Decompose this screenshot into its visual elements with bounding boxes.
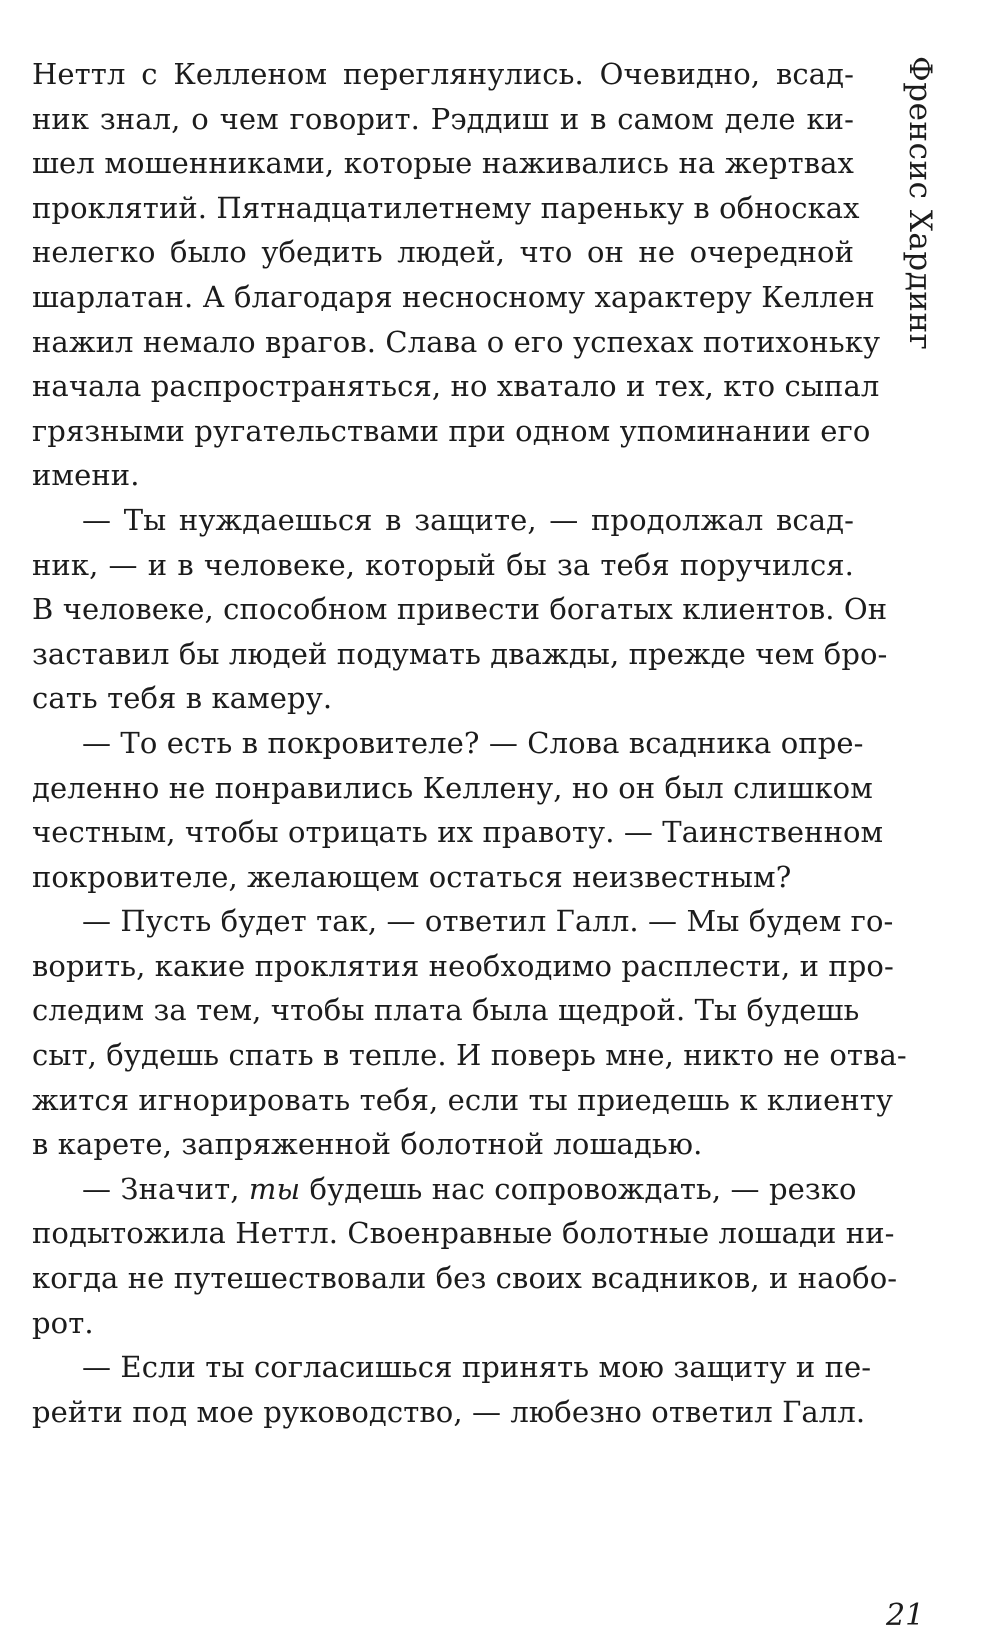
text-line: — Пусть будет так, — ответил Галл. — Мы будем го- bbox=[82, 904, 894, 939]
text-line: жится игнорировать тебя, если ты приедешь к клиенту bbox=[32, 1082, 894, 1117]
emphasized-word: ты bbox=[248, 1171, 301, 1206]
text-line: заставил бы людей подумать дважды, прежде чем бро- bbox=[32, 636, 888, 671]
text-line: В человеке, способном привести богатых клиентов. Он bbox=[32, 592, 888, 627]
running-head-author: Френсис Хардинг bbox=[902, 56, 938, 351]
text-line: имени. bbox=[32, 458, 140, 493]
text-line: ник, — и в человеке, который бы за тебя поручился. bbox=[32, 547, 854, 582]
text-line: нелегко было убедить людей, что он не очередной bbox=[32, 235, 854, 270]
text-line-with-emphasis bbox=[32, 1167, 857, 1212]
text-line: — Ты нуждаешься в защите, — продолжал всад- bbox=[82, 502, 854, 537]
text-line: проклятий. Пятнадцатилетнему пареньку в обносках bbox=[32, 190, 860, 225]
text-line: подытожила Неттл. Своенравные болотные лошади ни- bbox=[32, 1216, 895, 1251]
body-text bbox=[32, 52, 907, 1434]
text-line: следим за тем, чтобы плата была щедрой. Ты будешь bbox=[32, 993, 860, 1028]
text-line: шарлатан. А благодаря несносному характеру Келлен bbox=[32, 279, 875, 314]
text-line: рот. bbox=[32, 1305, 94, 1340]
page-number: 21 bbox=[886, 1598, 925, 1633]
text-line: шел мошенниками, которые наживались на жертвах bbox=[32, 146, 854, 181]
text-line: начала распространяться, но хватало и тех, кто сыпал bbox=[32, 369, 880, 404]
text-line: грязными ругательствами при одном упоминании его bbox=[32, 413, 871, 448]
text-line: честным, чтобы отрицать их правоту. — Таинственном bbox=[32, 815, 884, 850]
text-line: покровителе, желающем остаться неизвестным? bbox=[32, 859, 792, 894]
text-line: сыт, будешь спать в тепле. И поверь мне, никто не отва- bbox=[32, 1038, 907, 1073]
text-line: рейти под мое руководство, — любезно ответил Галл. bbox=[32, 1394, 866, 1429]
text-line: — То есть в покровителе? — Слова всадника опре- bbox=[82, 725, 864, 760]
text-line: ворить, какие проклятия необходимо расплести, и про- bbox=[32, 948, 894, 983]
text-line: сать тебя в камеру. bbox=[32, 681, 333, 716]
text-segment: — Значит, bbox=[82, 1171, 249, 1206]
text-line: нажил немало врагов. Слава о его успехах потихоньку bbox=[32, 324, 881, 359]
text-line: ник знал, о чем говорит. Рэддиш и в самом деле ки- bbox=[32, 101, 854, 136]
text-line: — Если ты согласишься принять мою защиту и пе- bbox=[82, 1350, 872, 1385]
text-line: в карете, запряженной болотной лошадью. bbox=[32, 1127, 703, 1162]
text-line: когда не путешествовали без своих всадников, и наобо- bbox=[32, 1261, 898, 1296]
text-line: Неттл с Келленом переглянулись. Очевидно, всад- bbox=[32, 57, 854, 91]
text-line: деленно не понравились Келлену, но он был слишком bbox=[32, 770, 873, 805]
text-segment: будешь нас сопровождать, — резко bbox=[300, 1171, 857, 1206]
